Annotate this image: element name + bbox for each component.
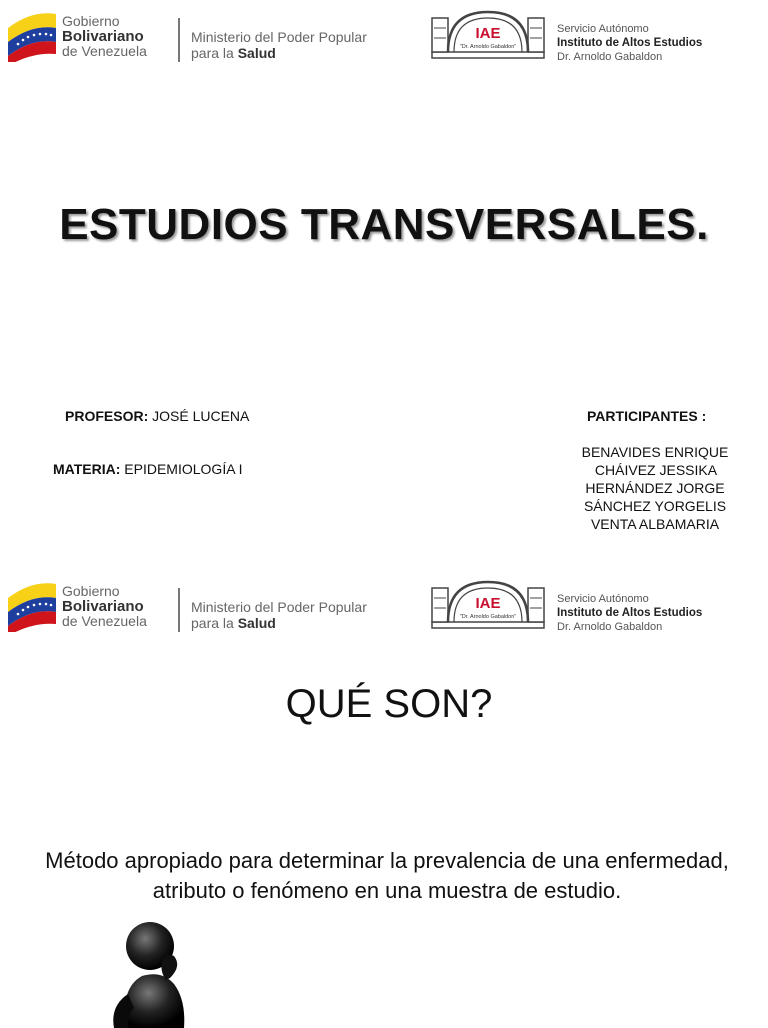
gov-line-2: Bolivariano — [62, 28, 144, 45]
materia-line — [53, 461, 243, 477]
iae-text — [557, 592, 702, 634]
iae-logo-subtext: "Dr. Arnoldo Gabaldon" — [459, 614, 517, 620]
participant-item: CHÁIVEZ JESSIKA — [594, 462, 718, 478]
profesor-label: PROFESOR: — [65, 408, 149, 424]
gov-line-1: Gobierno — [62, 583, 120, 599]
venezuela-flag-logo-icon — [6, 576, 58, 632]
slide-header — [0, 570, 768, 650]
iae-line-3: Dr. Arnoldo Gabaldon — [557, 621, 663, 633]
slide-2 — [0, 570, 768, 1024]
materia-value: EPIDEMIOLOGÍA I — [120, 461, 243, 477]
slide-2-body: Método apropiado para determinar la prevalencia de una enfermedad, atributo o fenómeno en una muestra de estudio. — [45, 848, 729, 903]
ministry-text — [191, 599, 367, 631]
gov-line-1: Gobierno — [62, 13, 120, 29]
iae-logo-text: IAE — [475, 595, 501, 612]
ministry-line-2-bold: Salud — [237, 615, 276, 631]
participant-item: SÁNCHEZ YORGELIS — [583, 498, 727, 514]
iae-line-2: Instituto de Altos Estudios — [557, 37, 703, 49]
participant-item: BENAVIDES ENRIQUE — [581, 444, 729, 460]
participantes-label: PARTICIPANTES : — [587, 408, 707, 424]
header-divider — [178, 588, 180, 632]
participant-item: HERNÁNDEZ JORGE — [585, 480, 725, 496]
gov-line-3: de Venezuela — [62, 613, 147, 629]
participants-list — [560, 443, 750, 533]
iae-line-3: Dr. Arnoldo Gabaldon — [557, 51, 663, 63]
gov-line-3: de Venezuela — [62, 43, 147, 59]
profesor-line — [65, 408, 249, 424]
ministry-line-1: Ministerio del Poder Popular — [191, 599, 367, 615]
iae-line-1: Servicio Autónomo — [557, 23, 649, 35]
iae-logo-text: IAE — [475, 25, 501, 42]
ministry-text — [191, 29, 367, 61]
participant-item: VENTA ALBAMARIA — [590, 516, 720, 532]
slide-1-title: ESTUDIOS TRANSVERSALES. — [59, 200, 709, 249]
ministry-line-2-prefix: para la — [191, 615, 238, 631]
government-logo-text — [62, 584, 147, 629]
iae-logo-subtext: "Dr. Arnoldo Gabaldon" — [459, 44, 517, 50]
iae-line-2: Instituto de Altos Estudios — [557, 607, 703, 619]
thinking-person-icon — [100, 918, 210, 1028]
profesor-value: JOSÉ LUCENA — [148, 408, 250, 424]
gov-line-2: Bolivariano — [62, 598, 144, 615]
government-logo-text — [62, 14, 147, 59]
ministry-line-1: Ministerio del Poder Popular — [191, 29, 367, 45]
iae-text — [557, 22, 702, 64]
venezuela-flag-logo-icon — [6, 6, 58, 62]
materia-label: MATERIA: — [53, 461, 121, 477]
slide-2-title: QUÉ SON? — [285, 682, 493, 726]
slide-header — [0, 0, 768, 80]
iae-arch-logo-icon — [430, 578, 546, 636]
iae-arch-logo-icon — [430, 8, 546, 66]
ministry-line-2-prefix: para la — [191, 45, 238, 61]
header-divider — [178, 18, 180, 62]
ministry-line-2-bold: Salud — [237, 45, 276, 61]
iae-line-1: Servicio Autónomo — [557, 593, 649, 605]
